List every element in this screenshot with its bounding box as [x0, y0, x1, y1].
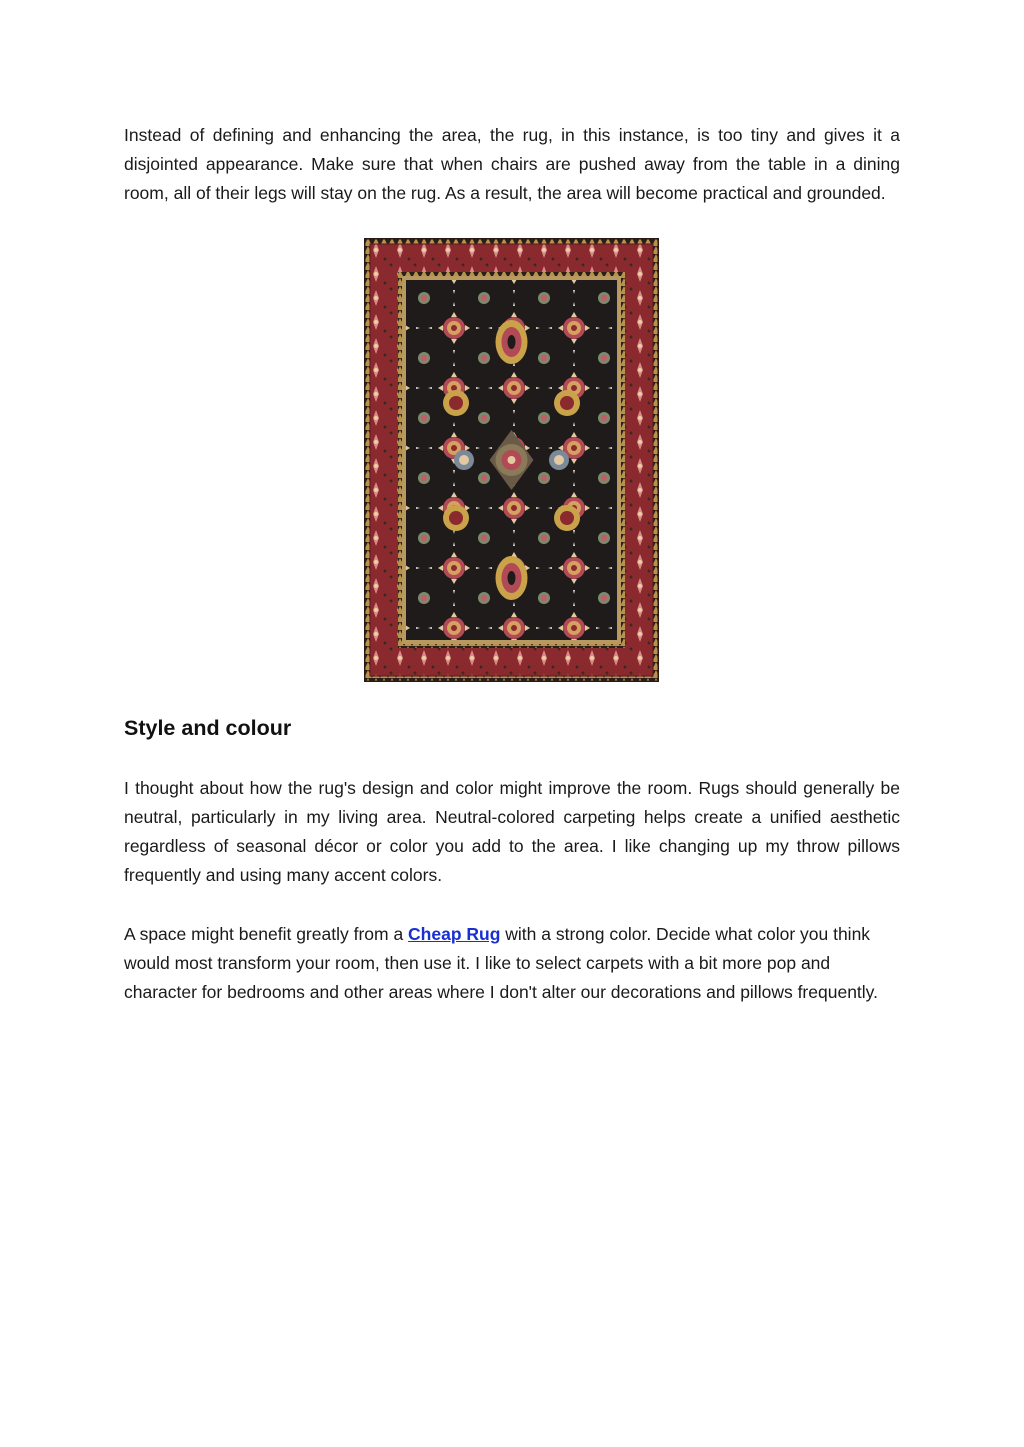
paragraph-text-start: A space might benefit greatly from a [124, 924, 409, 944]
section-heading: Style and colour [124, 716, 292, 740]
style-paragraph: I thought about how the rug's design and color might improve the room. Rugs should generally be neutral, particularly in my living area. Neutral-colored carpeting helps create a unified aesthetic regardless of seasonal décor or color you add to the area. I like changing up my throw pillows frequently and using many accent colors. [124, 778, 900, 885]
rug-image [364, 238, 659, 682]
cheap-rug-paragraph [124, 920, 894, 1007]
cheap-rug-link[interactable]: Cheap Rug [408, 924, 501, 944]
intro-paragraph: Instead of defining and enhancing the area, the rug, in this instance, is too tiny and gives it a disjointed appearance. Make sure that when chairs are pushed away from the table in a dining room, all of their legs will stay on the rug. As a result, the area will become practical and grounded. [124, 125, 900, 203]
paragraph-text-end: with a strong color. Decide what color you think would most transform your room, then use it. I like to select carpets with a bit more pop and character for bedrooms and other areas where I don't alter our decorations and pillows frequently. [124, 924, 878, 1002]
